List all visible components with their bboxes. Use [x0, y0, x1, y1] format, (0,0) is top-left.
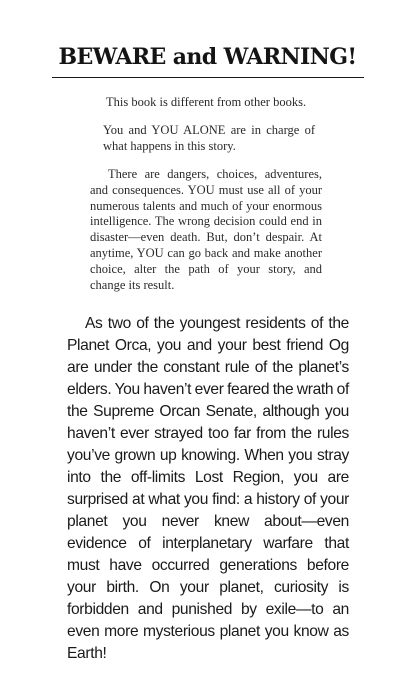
intro-paragraph-dangers: There are dangers, choices, adventures, and consequences. YOU must use all of your numerous talents and much of your enormous intelligence. The wrong decision could end in disaster—even death. But, don’t despair. At anytime, YOU can go back and make another choice, alter the path of your story, and change its result.	[90, 167, 322, 292]
intro-line-different: This book is different from other books.	[106, 95, 307, 109]
intro-line-in-charge: You and YOU ALONE are in charge of what happens in this story.	[103, 123, 315, 153]
story-synopsis: As two of the youngest residents of the Planet Orca, you and your best friend Og are under the constant rule of the planet’s elders. You haven’t ever feared the wrath of the Supreme Orcan Senate, although you haven’t ever strayed too far from the rules you’ve grown up knowing. When you stray into the off-limits Lost Region, you are surprised at what you find: a history of your planet you never knew about—even evidence of interplanetary warfare that must have occurred generations before your birth. On your planet, curiosity is forbidden and punished by exile—to an even more mysterious planet you know as Earth!	[67, 315, 349, 662]
page-title: BEWARE and WARNING!	[58, 44, 357, 70]
title-divider	[52, 77, 364, 78]
